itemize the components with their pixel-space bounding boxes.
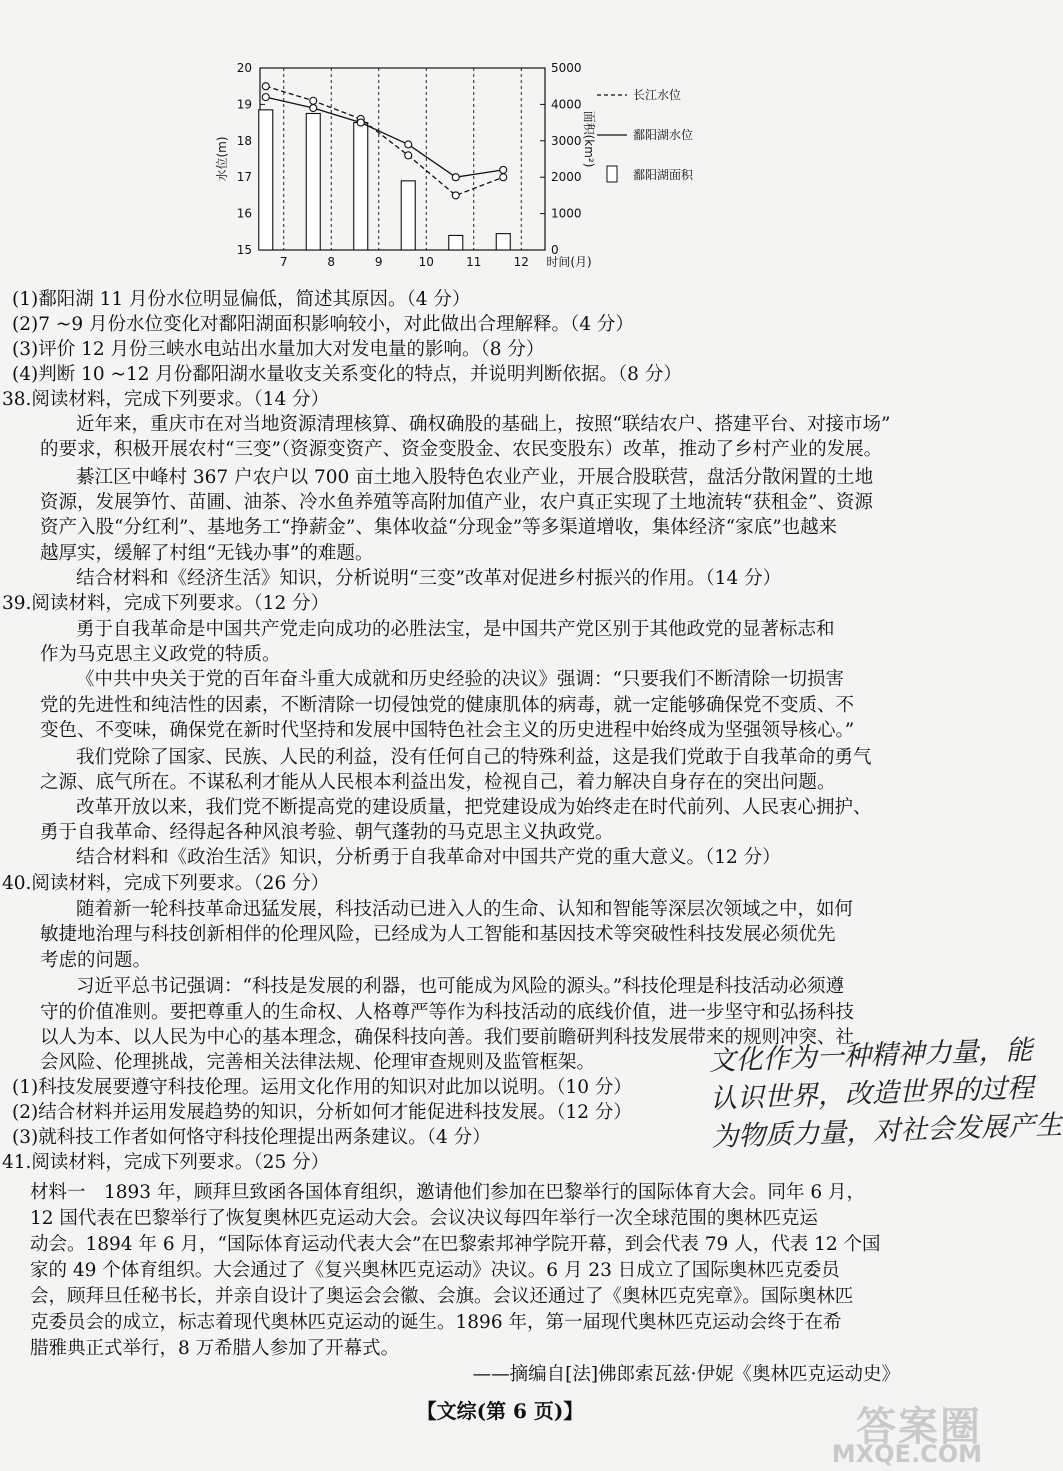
watermark-url: MXQE.COM [831, 1440, 982, 1468]
x-tick-label: 10 [418, 255, 434, 269]
q39-line: 作为马克思主义政党的特质。 [40, 644, 281, 665]
q37-item-1: (1)鄱阳湖 11 月份水位明显偏低，简述其原因。（4 分） [12, 289, 471, 310]
q39-line: 变色、不变味，确保党在新时代坚持和发展中国特色社会主义的历史进程中始终成为坚强领导核心。” [40, 720, 855, 741]
q40-subq-2: (2)结合材料并运用发展趋势的知识，分析如何才能促进科技发展。（12 分） [12, 1102, 632, 1123]
q39-line: 之源、底气所在。不谋私利才能从人民根本利益出发，检视自己，着力解决自身存在的突出问题。 [40, 772, 836, 793]
yangtze-level-line [266, 86, 504, 195]
q37-item-4: (4)判断 10 ~12 月份鄱阳湖水量收支关系变化的特点，并说明判断依据。（8 分） [12, 364, 682, 385]
left-tick-label: 19 [236, 97, 252, 112]
q39-line: 勇于自我革命、经得起各种风浪考验、朝气蓬勃的马克思主义执政党。 [40, 822, 614, 843]
legend-swatch [607, 166, 617, 182]
legend-label: 鄱阳湖水位 [633, 128, 694, 142]
x-tick-label: 8 [327, 255, 336, 269]
right-tick-label: 1000 [551, 206, 582, 221]
left-tick-label: 16 [236, 206, 252, 221]
area-bar [496, 234, 510, 250]
q40-line: 会风险、伦理挑战，完善相关法律法规、伦理审查规则及监管框架。 [40, 1052, 596, 1073]
q41-line: 材料一 1893 年，顾拜旦致函各国体育组织，邀请他们参加在巴黎举行的国际体育大会。同年 6 月， [30, 1182, 865, 1203]
q41-line: 家的 49 个体育组织。大会通过了《复兴奥林匹克运动》决议。6 月 23 日成立了国际奥林匹克委员 [30, 1260, 840, 1281]
data-point [452, 192, 459, 199]
q41-line: 会，顾拜旦任秘书长，并亲自设计了奥运会会徽、会旗。会议还通过了《奥林匹克宪章》。国际奥林匹 [30, 1286, 854, 1307]
watermark-logo: 答案圈 [856, 1404, 982, 1450]
area-bar [401, 181, 415, 250]
x-tick-label: 9 [374, 255, 383, 269]
q38-line: 的要求，积极开展农村“三变”（资源变资产、资金变股金、农民变股东）改革，推动了乡村产业的发展。 [40, 439, 883, 460]
q40-line: 以人为本、以人民为中心的基本理念，确保科技向善。我们要前瞻研判科技发展带来的规则冲突、社 [40, 1027, 855, 1048]
q37-item-3: (3)评价 12 月份三峡水电站出水量加大对发电量的影响。（8 分） [12, 339, 545, 360]
handwritten-line: 认识世界，改造世界的过程 [709, 1072, 1035, 1116]
q41-line: 腊雅典正式举行，8 万希腊人参加了开幕式。 [30, 1338, 400, 1359]
page-footer: 【文综(第 6 页)】 [416, 1399, 584, 1423]
q40-title: 40.阅读材料，完成下列要求。（26 分） [2, 873, 330, 894]
q40-line: 习近平总书记强调：“科技是发展的利器，也可能成为风险的源头。”科技伦理是科技活动必须遵 [76, 976, 845, 997]
q39-line: 我们党除了国家、民族、人民的利益，没有任何自己的特殊利益，这是我们党敢于自我革命的勇气 [76, 747, 872, 768]
q38-line: 资产入股“分红利”、基地务工“挣薪金”、集体收益“分现金”等多渠道增收，集体经济“家底”也越来 [40, 517, 838, 538]
q41-line: 克委员会的成立，标志着现代奥林匹克运动的诞生。1896 年，第一届现代奥林匹克运动会终于在希 [30, 1312, 842, 1333]
handwritten-line: 为物质力量，对社会发展产生 [710, 1109, 1063, 1154]
q40-line: 守的价值准则。要把尊重人的生命权、人格尊严等作为科技活动的底线价值，进一步坚守和弘扬科技 [40, 1002, 855, 1023]
q40-line: 考虑的问题。 [40, 950, 152, 971]
q39-title: 39.阅读材料，完成下列要求。（12 分） [2, 593, 330, 614]
q39-line: 改革开放以来，我们党不断提高党的建设质量，把党建设成为始终走在时代前列、人民衷心拥护、 [76, 797, 872, 818]
area-bar [354, 123, 368, 250]
left-tick-label: 17 [236, 170, 252, 185]
q40-line: 随着新一轮科技革命迅猛发展，科技活动已进入人的生命、认知和智能等深层次领域之中，如何 [76, 899, 854, 920]
data-point [500, 166, 507, 173]
data-point [500, 174, 507, 181]
q38-line: 越厚实，缓解了村组“无钱办事”的难题。 [40, 543, 374, 564]
right-tick-label: 3000 [551, 133, 582, 148]
right-tick-label: 2000 [551, 170, 582, 185]
q39-line: 结合材料和《政治生活》知识，分析勇于自我革命对中国共产党的重大意义。（12 分） [76, 847, 781, 868]
right-tick-label: 0 [551, 243, 559, 257]
left-tick-label: 18 [236, 133, 252, 148]
right-axis-label: 面积(km²) [582, 110, 596, 168]
legend-label: 长江水位 [633, 88, 682, 102]
data-point [405, 141, 412, 148]
data-point [405, 152, 412, 159]
data-point [310, 105, 317, 112]
area-bar [449, 235, 463, 250]
chart-svg [200, 50, 720, 290]
q38-line: 结合材料和《经济生活》知识，分析说明“三变”改革对促进乡村振兴的作用。（14 分） [76, 568, 782, 589]
data-point [357, 119, 364, 126]
x-tick-label: 7 [279, 255, 288, 269]
x-axis-label: 时间(月) [546, 255, 592, 269]
right-tick-label: 5000 [551, 61, 582, 75]
source-citation: ——摘编自[法]佛郎索瓦兹·伊妮《奥林匹克运动史》 [472, 1364, 900, 1385]
q40-subq-1: (1)科技发展要遵守科技伦理。运用文化作用的知识对此加以说明。（10 分） [12, 1077, 632, 1098]
right-tick-label: 4000 [551, 97, 582, 112]
q40-line: 敏捷地治理与科技创新相伴的伦理风险，已经成为人工智能和基因技术等突破性科技发展必须优先 [40, 924, 836, 945]
area-bar [306, 114, 320, 251]
data-point [452, 174, 459, 181]
data-point [262, 83, 269, 90]
q41-line: 12 国代表在巴黎举行了恢复奥林匹克运动大会。会议决议每四年举行一次全球范围的奥林匹克运 [30, 1208, 818, 1229]
q40-subq-3: (3)就科技工作者如何恪守科技伦理提出两条建议。（4 分） [12, 1127, 491, 1148]
left-tick-label: 20 [236, 61, 252, 75]
x-tick-label: 11 [466, 255, 482, 269]
handwritten-line: 文化作为一种精神力量，能 [708, 1034, 1034, 1078]
left-axis-label: 水位(m) [215, 136, 229, 182]
handwritten-note [708, 1033, 1063, 1157]
q41-line: 动会。1894 年 6 月，“国际体育运动代表大会”在巴黎索邦神学院开幕，到会代表 79 人，代表 12 个国 [30, 1234, 881, 1255]
area-bar [259, 110, 273, 250]
data-point [262, 94, 269, 101]
q37-item-2: (2)7 ~9 月份水位变化对鄱阳湖面积影响较小，对此做出合理解释。（4 分） [12, 314, 634, 335]
q38-line: 资源，发展笋竹、苗圃、油茶、冷水鱼养殖等高附加值产业，农户真正实现了土地流转“获租金”、资源 [40, 492, 873, 513]
q39-line: 党的先进性和纯洁性的因素，不断清除一切侵蚀党的健康肌体的病毒，就一定能够确保党不变质、不 [40, 695, 855, 716]
water-level-chart [200, 50, 720, 290]
q38-line: 近年来，重庆市在对当地资源清理核算、确权确股的基础上，按照“联结农户、搭建平台、对接市场” [76, 414, 891, 435]
data-point [310, 97, 317, 104]
left-tick-label: 15 [236, 243, 252, 257]
q39-line: 《中共中央关于党的百年奋斗重大成就和历史经验的决议》强调：“只要我们不断清除一切损害 [76, 669, 844, 690]
q41-title: 41.阅读材料，完成下列要求。（25 分） [2, 1152, 330, 1173]
q38-title: 38.阅读材料，完成下列要求。（14 分） [2, 389, 330, 410]
legend-label: 鄱阳湖面积 [633, 168, 694, 182]
q39-line: 勇于自我革命是中国共产党走向成功的必胜法宝，是中国共产党区别于其他政党的显著标志和 [76, 619, 835, 640]
q38-line: 綦江区中峰村 367 户农户以 700 亩土地入股特色农业产业，开展合股联营，盘活分散闲置的土地 [76, 467, 874, 488]
x-tick-label: 12 [513, 255, 529, 269]
